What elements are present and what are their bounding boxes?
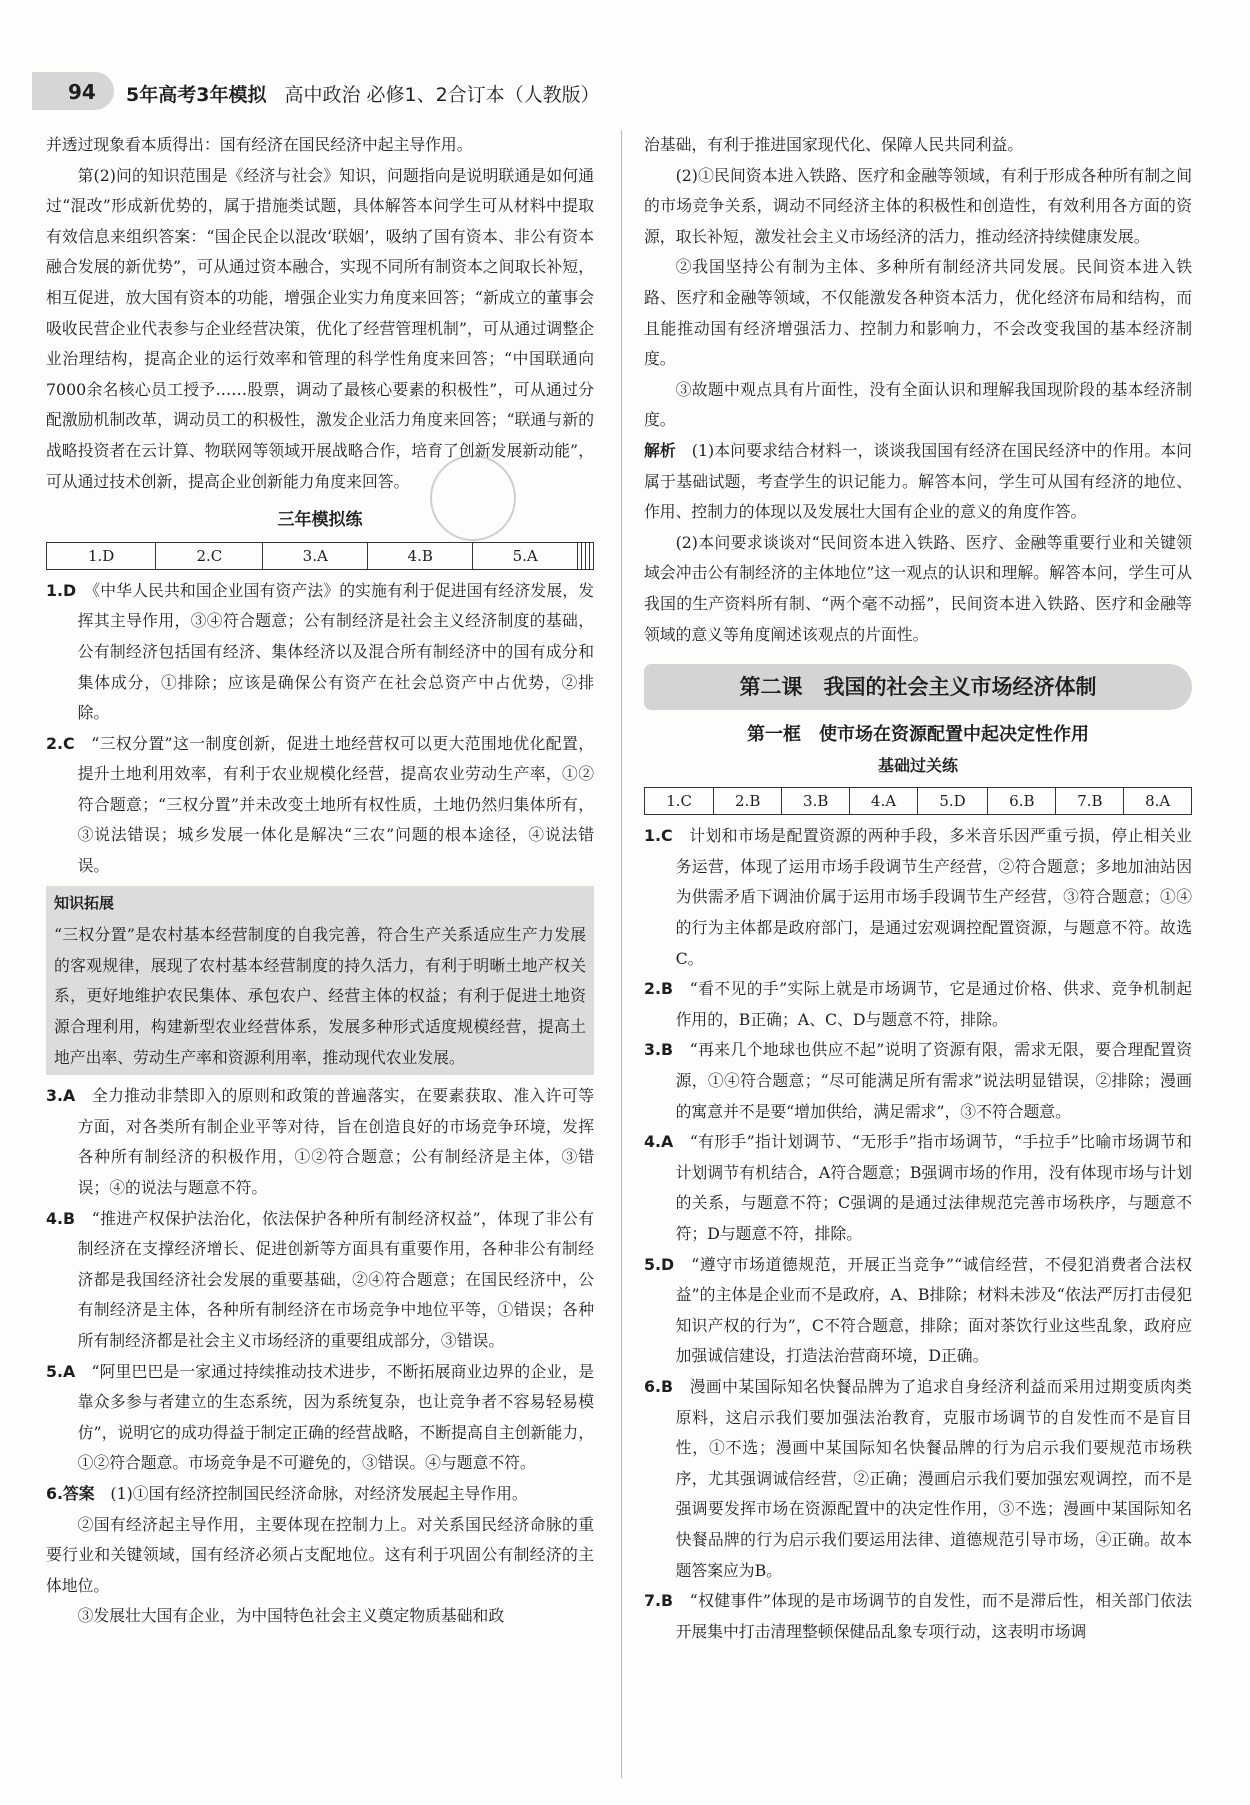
answer-text: (1)①国有经济控制国民经济命脉，对经济发展起主导作用。 <box>110 1483 528 1503</box>
answer-text: “有形手”指计划调节、“无形手”指市场调节，“手拉手”比喻市场调节和计划调节有机结合，A符合题意；B强调市场的作用，没有体现市场与计划的关系，与题意不符；C强调的是通过法律规范完善市场秩序，与题意不符；D与题意不符，排除。 <box>675 1132 1192 1243</box>
answer-cell: 7.B <box>1056 788 1124 815</box>
page-number: 94 <box>68 80 96 104</box>
answer-text: 全力推动非禁即入的原则和政策的普遍落实，在要素获取、准入许可等方面，对各类所有制企业平等对待，旨在创造良好的市场竞争环境，发挥各种所有制经济的积极作用，①②符合题意；公有制经济是主体，③错误；④的说法与题意不符。 <box>77 1086 594 1197</box>
question-number: 5.D <box>644 1254 675 1274</box>
answer-cell: 5.D <box>917 788 988 815</box>
answer-text: “权健事件”体现的是市场调节的自发性，而不是滞后性，相关部门依法开展集中打击清理整顿保健品乱象专项行动，这表明市场调 <box>675 1591 1192 1641</box>
series-name: 5年高考3年模拟 <box>126 84 267 106</box>
answer-cell: 6.B <box>988 788 1056 815</box>
answer-text: 漫画中某国际知名快餐品牌为了追求自身经济利益而采用过期变质肉类原料，这启示我们要加强法治教育，克服市场调节的自发性而不是盲目性，①不选；漫画中某国际知名快餐品牌的行为启示我们要规范市场秩序，尤其强调诚信经营，②正确；漫画启示我们要加强宏观调控，而不是强调要发挥市场在资源配置中的决定性作用，③不选；漫画中某国际知名快餐品牌的行为启示我们要运用法律、道德规范引导市场，④正确。故本题答案应为B。 <box>675 1376 1192 1580</box>
answer-text: “三权分置”这一制度创新，促进土地经营权可以更大范围地优化配置，提升土地利用效率，有利于农业规模化经营，提高农业劳动生产率，①②符合题意；“三权分置”并未改变土地所有权性质，土地仍然归集体所有，③说法错误；城乡发展一体化是解决“三农”问题的根本途径，④说法错误。 <box>77 733 594 876</box>
question-number: 3.A <box>46 1086 76 1106</box>
answer-cell: 1.D <box>47 542 156 569</box>
answer-cell: 4.A <box>850 788 918 815</box>
question-number: 4.B <box>46 1208 76 1228</box>
paragraph: 第(2)问的知识范围是《经济与社会》知识，问题指向是说明联通是如何通过“混改”形成新优势的，属于措施类试题，具体解答本问学生可从材料中提取有效信息来组织答案：“国企民企以混改‘联姻’，吸纳了国有资本、非公有资本融合发展的新优势”，可从通过资本融合，实现不同所有制资本之间取长补短，相互促进，放大国有资本的功能，增强企业实力角度来回答；“新成立的董事会吸收民营企业代表参与企业经营决策，优化了经营管理机制”，可从通过调整企业治理结构，提高企业的运行效率和管理的科学性角度来回答；“中国联通向7000余名核心员工授予……股票，调动了最核心要素的积极性”，可从通过分配激励机制改革，调动员工的积极性，激发企业活力角度来回答；“联通与新的战略投资者在云计算、物联网等领域开展战略合作，培育了创新发展新动能”，可从通过技术创新，提高企业创新能力角度来回答。 <box>46 165 594 491</box>
question-number: 2.B <box>644 979 674 999</box>
section-title: 三年模拟练 <box>277 510 363 531</box>
answer-cell: 8.A <box>1124 788 1192 815</box>
answer-item <box>644 821 1192 974</box>
knowledge-extension-title: 知识拓展 <box>54 893 115 912</box>
paragraph: (2)本问要求谈谈对“民间资本进入铁路、医疗、金融等重要行业和关键领域会冲击公有制经济的主体地位”这一观点的认识和理解。解答本问，学生可从我国的生产资料所有制、“两个毫不动摇”，民间资本进入铁路、医疗和金融等领域的意义等角度阐述该观点的片面性。 <box>644 532 1192 644</box>
answer-cell: 3.A <box>263 542 368 569</box>
answer-text: “推进产权保护法治化，依法保护各种所有制经济权益”，体现了非公有制经济在支撑经济增长、促进创新等方面具有重要作用，各种非公有制经济都是我国经济社会发展的重要基础，②④符合题意；在国民经济中，公有制经济是主体，各种所有制经济在市场竞争中地位平等，①错误；各种所有制经济都是社会主义市场经济的重要组成部分，③错误。 <box>77 1208 594 1350</box>
paragraph: ③发展壮大国有企业，为中国特色社会主义奠定物质基础和政 <box>77 1606 505 1626</box>
answer-cell: 5.A <box>473 542 578 569</box>
question-number: 3.B <box>644 1040 674 1060</box>
answer-item <box>644 1127 1192 1249</box>
question-number: 5.A <box>46 1361 76 1381</box>
answer-cell: 2.B <box>714 788 782 815</box>
question-number: 1.D <box>46 580 77 600</box>
paragraph: (2)①民间资本进入铁路、医疗和金融等领域，有利于形成各种所有制之间的市场竞争关系，调动不同经济主体的积极性和创造性，有效利用各方面的资源，取长补短，激发社会主义市场经济的活力，推动经济持续健康发展。 <box>644 165 1192 246</box>
answer-cell: 1.C <box>645 788 714 815</box>
question-number: 7.B <box>644 1591 674 1611</box>
answer-item <box>644 974 1192 1035</box>
book-title <box>126 80 600 107</box>
answer-table <box>644 787 1192 815</box>
right-column <box>644 130 1192 1647</box>
answer-item <box>46 1204 594 1357</box>
page-header <box>0 68 1250 116</box>
answer-text: “阿里巴巴是一家通过持续推动技术进步，不断拓展商业边界的企业，是靠众多参与者建立的生态系统，因为系统复杂，也让竞争者不容易轻易模仿”，说明它的成功得益于制定正确的经营战略，不断提高自主创新能力，①②符合题意。市场竞争是不可避免的，③错误。④与题意不符。 <box>77 1361 594 1473</box>
answer-text: “看不见的手”实际上就是市场调节，它是通过价格、供求、竞争机制起作用的，B正确；A、C、D与题意不符，排除。 <box>675 979 1192 1029</box>
watermark-stamp-icon <box>430 455 516 541</box>
answer-item <box>46 729 594 882</box>
question-number: 6.答案 <box>46 1483 95 1503</box>
answer-text: “再来几个地球也供应不起”说明了资源有限，需求无限，要合理配置资源，①④符合题意；“尽可能满足所有需求”说法明显错误，②排除；漫画的寓意并不是要“增加供给，满足需求”，③不符合题意。 <box>675 1040 1192 1121</box>
frame-title: 第一框 使市场在资源配置中起决定性作用 <box>747 724 1089 746</box>
analysis-text: (1)本问要求结合材料一，谈谈我国国有经济在国民经济中的作用。本问属于基础试题，考查学生的识记能力。解答本问，学生可从国有经济的地位、作用、控制力的体现以及发展壮大国有企业的意义的角度作答。 <box>644 440 1192 522</box>
subject-name: 高中政治 必修1、2合订本（人教版） <box>284 84 600 106</box>
analysis-paragraph <box>644 436 1192 528</box>
paragraph: ②国有经济起主导作用，主要体现在控制力上。对关系国民经济命脉的重要行业和关键领域，国有经济必须占支配地位。这有利于巩固公有制经济的主体地位。 <box>46 1514 594 1595</box>
question-number: 2.C <box>46 733 75 753</box>
answer-item <box>46 1081 594 1203</box>
column-divider <box>621 130 622 1778</box>
answer-text: 计划和市场是配置资源的两种手段，多米音乐因严重亏损，停止相关业务运营，体现了运用市场手段调节生产经营，②符合题意；多地加油站因为供需矛盾下调油价属于运用市场手段调节生产经营，③符合题意；①④的行为主体都是政府部门，是通过宏观调控配置资源，与题意不符。故选C。 <box>675 826 1192 968</box>
question-number: 6.B <box>644 1376 674 1396</box>
lesson-title-bar <box>644 664 1192 710</box>
left-column <box>46 130 594 1632</box>
paragraph: ③故题中观点具有片面性，没有全面认识和理解我国现阶段的基本经济制度。 <box>644 379 1192 430</box>
question-number: 1.C <box>644 826 673 846</box>
knowledge-extension-box <box>46 886 594 1076</box>
knowledge-extension-text: “三权分置”是农村基本经营制度的自我完善，符合生产关系适应生产力发展的客观规律，展现了农村基本经营制度的持久活力，有利于明晰土地产权关系，更好地维护农民集体、承包农户、经营主体的权益；有利于促进土地资源合理利用，构建新型农业经营体系，发展多种形式适度规模经营，提高土地产出率、劳动生产率和资源利用率，推动现代农业发展。 <box>54 925 586 1067</box>
answer-item <box>46 1479 594 1510</box>
answer-text: “遵守市场道德规范，开展正当竞争”“诚信经营，不侵犯消费者合法权益”的主体是企业而不是政府，A、B排除；材料未涉及“依法严厉打击侵犯知识产权的行为”，C不符合题意，排除；面对茶饮行业这些乱象，政府应加强诚信建设，打造法治营商环境，D正确。 <box>675 1254 1192 1366</box>
paragraph: 治基础，有利于推进国家现代化、保障人民共同利益。 <box>644 135 1024 154</box>
answer-item <box>46 1357 594 1479</box>
question-number: 4.A <box>644 1132 674 1152</box>
answer-cell <box>589 542 593 569</box>
lesson-title: 第二课 我国的社会主义市场经济体制 <box>739 674 1097 699</box>
answer-cell: 4.B <box>368 542 473 569</box>
answer-item <box>46 576 594 729</box>
answer-cell: 2.C <box>156 542 263 569</box>
answer-item <box>644 1035 1192 1127</box>
answer-text: 《中华人民共和国企业国有资产法》的实施有利于促进国有经济发展，发挥其主导作用，③④符合题意；公有制经济是社会主义经济制度的基础，公有制经济包括国有经济、集体经济以及混合所有制经济中的国有成分和集体成分，①排除；应该是确保公有资产在社会总资产中占优势，②排除。 <box>77 580 594 723</box>
answer-table <box>46 542 594 570</box>
answer-item <box>644 1250 1192 1372</box>
paragraph: 并透过现象看本质得出：国有经济在国民经济中起主导作用。 <box>46 135 473 154</box>
answer-item <box>644 1586 1192 1647</box>
section-title: 基础过关练 <box>877 755 958 775</box>
answer-cell: 3.B <box>782 788 850 815</box>
answer-item <box>644 1372 1192 1586</box>
analysis-label: 解析 <box>644 440 676 460</box>
paragraph: ②我国坚持公有制为主体、多种所有制经济共同发展。民间资本进入铁路、医疗和金融等领域，不仅能激发各种资本活力，优化经济布局和结构，而且能推动国有经济增强活力、控制力和影响力，不会改变我国的基本经济制度。 <box>644 257 1192 369</box>
